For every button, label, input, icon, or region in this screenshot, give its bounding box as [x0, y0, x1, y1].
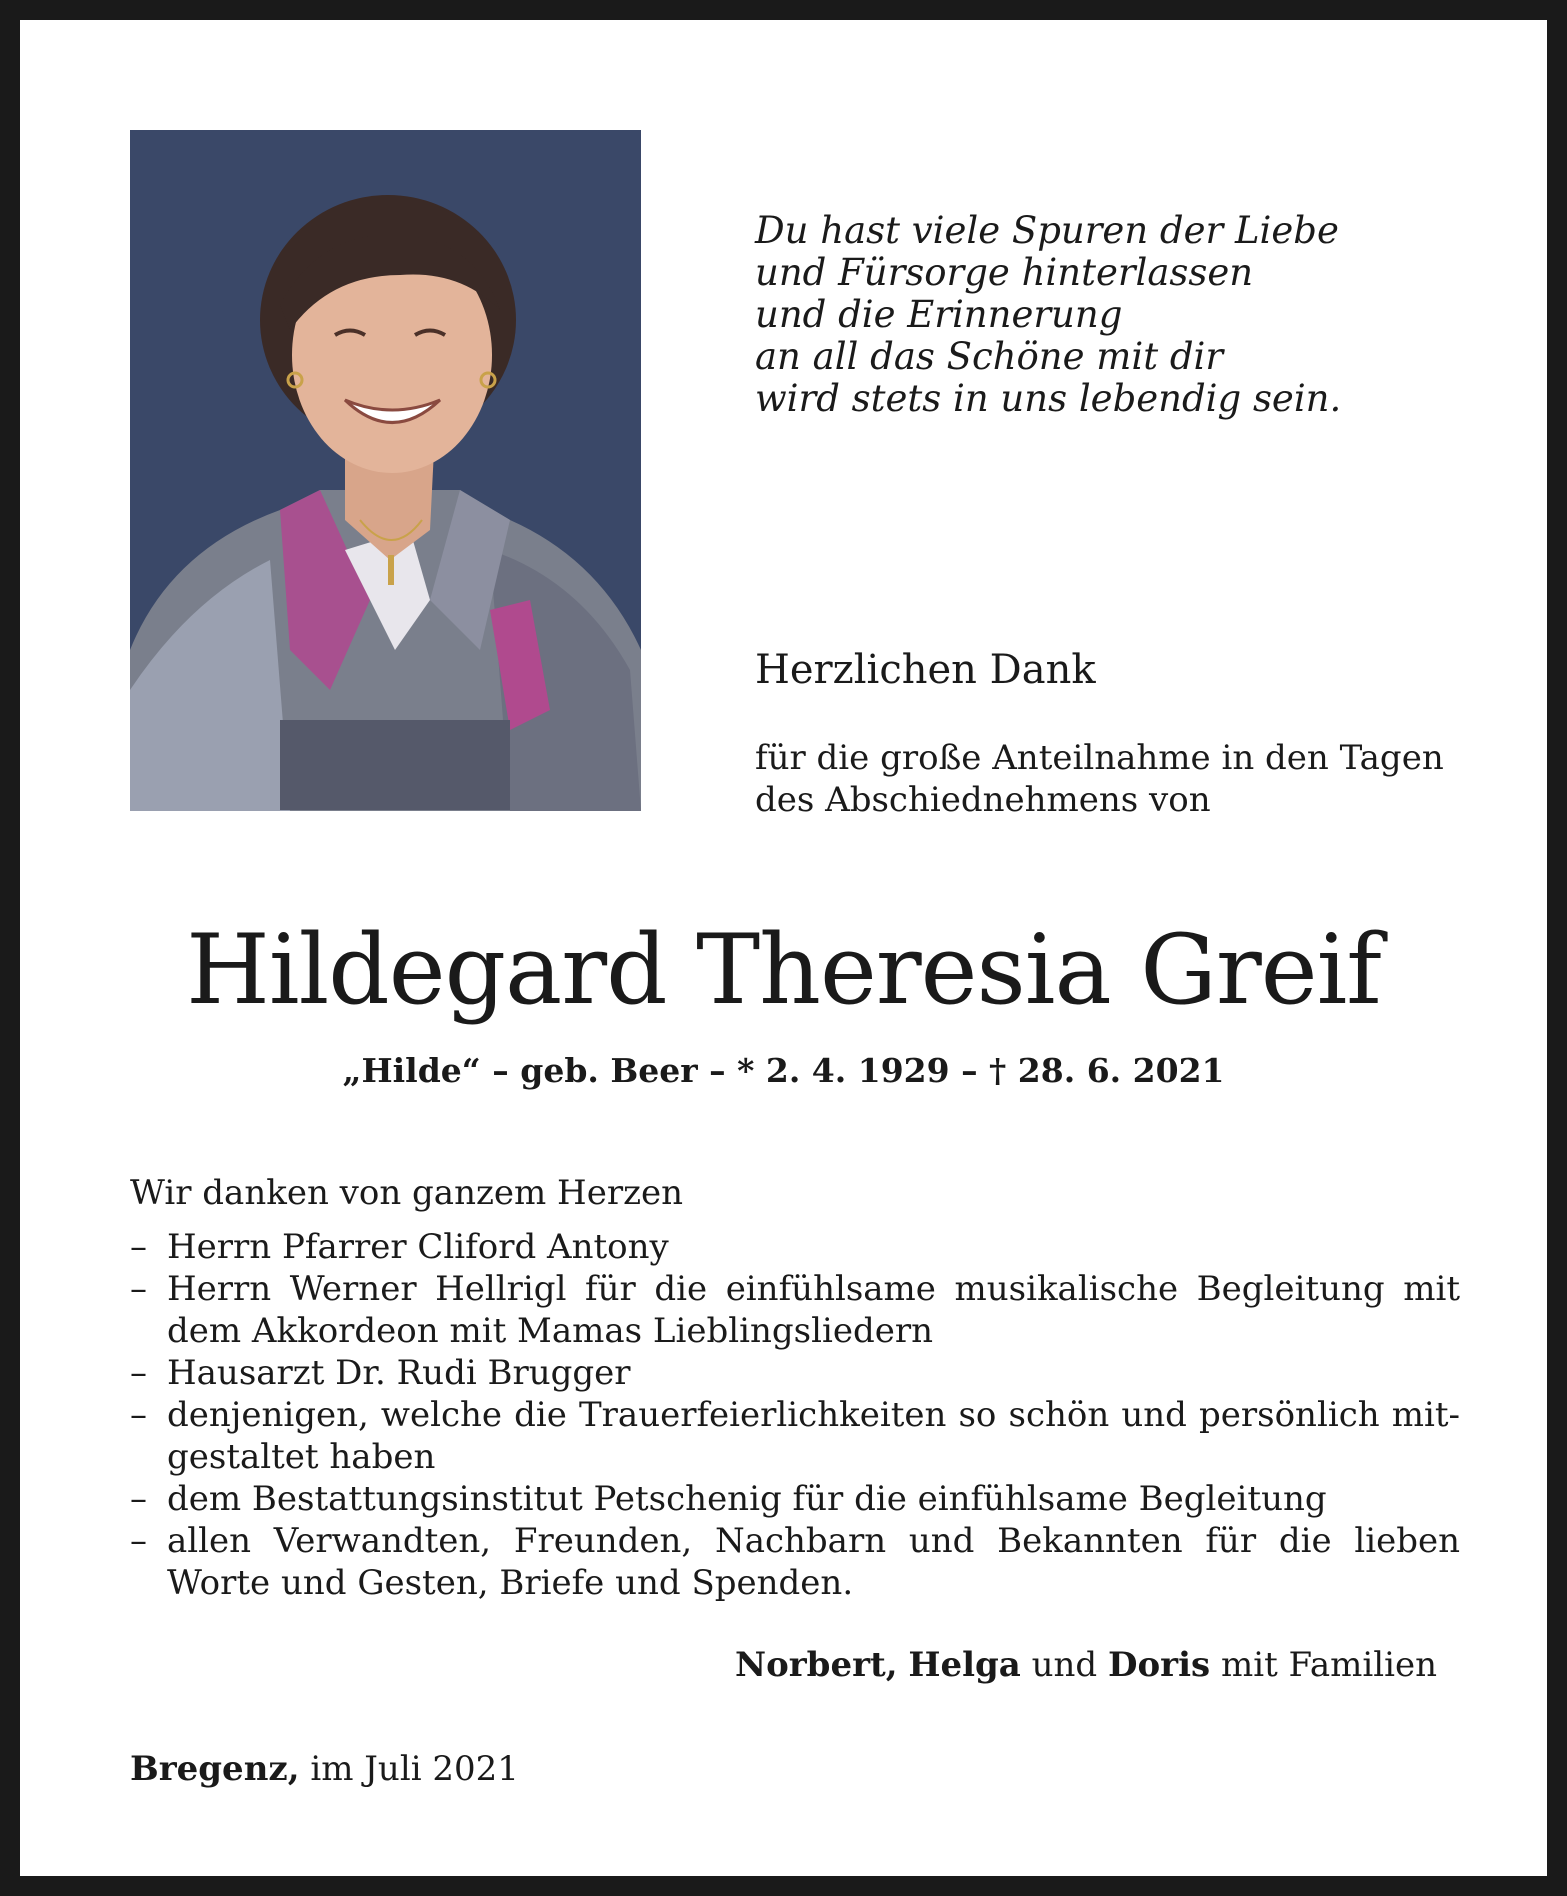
list-item	[130, 1478, 1460, 1520]
dash-bullet: –	[130, 1227, 147, 1267]
list-item-line: dem Bestattungsinstitut Petschenig für die einfühlsame Begleitung	[167, 1479, 1327, 1519]
location-month: im Juli 2021	[310, 1749, 519, 1789]
deceased-name: Hildegard Theresia Greif	[186, 914, 1381, 1026]
signoff-name: Helga	[908, 1645, 1021, 1685]
dash-bullet: –	[130, 1395, 147, 1435]
list-item	[130, 1268, 1460, 1352]
list-item-line: dem Akkordeon mit Mamas Lieblingsliedern	[167, 1311, 934, 1351]
list-item-line: Herrn Pfarrer Cliford Antony	[167, 1227, 669, 1267]
poem	[755, 210, 1455, 420]
list-item-line: denjenigen, welche die Trauerfeierlichkeiten so schön und persönlich mit-	[167, 1395, 1460, 1435]
dash-bullet: –	[130, 1353, 147, 1393]
deceased-details: „Hilde“ – geb. Beer – * 2. 4. 1929 – † 28. 6. 2021	[342, 1051, 1225, 1090]
signoff-connector: und	[1031, 1645, 1098, 1685]
poem-line: wird stets in uns lebendig sein.	[755, 377, 1342, 420]
thanks-heading: Herzlichen Dank	[755, 647, 1096, 693]
list-item	[130, 1520, 1460, 1604]
dash-bullet: –	[130, 1269, 147, 1309]
location-date	[130, 1748, 519, 1790]
portrait-photo	[130, 130, 641, 811]
list-item-line: allen Verwandten, Freunden, Nachbarn und Bekannten für die lieben	[167, 1521, 1460, 1561]
list-item-line: Hausarzt Dr. Rudi Brugger	[167, 1353, 631, 1393]
poem-line: und die Erinnerung	[755, 293, 1123, 336]
signoff-name: Doris	[1108, 1645, 1211, 1685]
list-item	[130, 1226, 1460, 1268]
thanks-text-line: für die große Anteilnahme in den Tagen	[755, 738, 1444, 778]
list-item-line: gestaltet haben	[167, 1437, 436, 1477]
signoff	[735, 1644, 1437, 1686]
poem-line: und Fürsorge hinterlassen	[755, 251, 1254, 294]
list-item	[130, 1352, 1460, 1394]
list-item-line: Worte und Gesten, Briefe und Spenden.	[167, 1563, 854, 1603]
list-item-line: Herrn Werner Hellrigl für die einfühlsame musikalische Begleitung mit	[167, 1269, 1460, 1309]
location-city: Bregenz,	[130, 1749, 300, 1789]
poem-line: Du hast viele Spuren der Liebe	[755, 209, 1339, 252]
signoff-name: Norbert,	[735, 1645, 898, 1685]
gratitude-section	[130, 1172, 1460, 1604]
poem-line: an all das Schöne mit dir	[755, 335, 1224, 378]
list-item	[130, 1394, 1460, 1478]
dash-bullet: –	[130, 1479, 147, 1519]
gratitude-intro: Wir danken von ganzem Herzen	[130, 1173, 683, 1213]
signoff-suffix: mit Familien	[1220, 1645, 1437, 1685]
portrait-illustration	[130, 130, 641, 811]
dash-bullet: –	[130, 1521, 147, 1561]
thanks-text	[755, 737, 1475, 821]
thanks-text-line: des Abschiednehmens von	[755, 780, 1211, 820]
